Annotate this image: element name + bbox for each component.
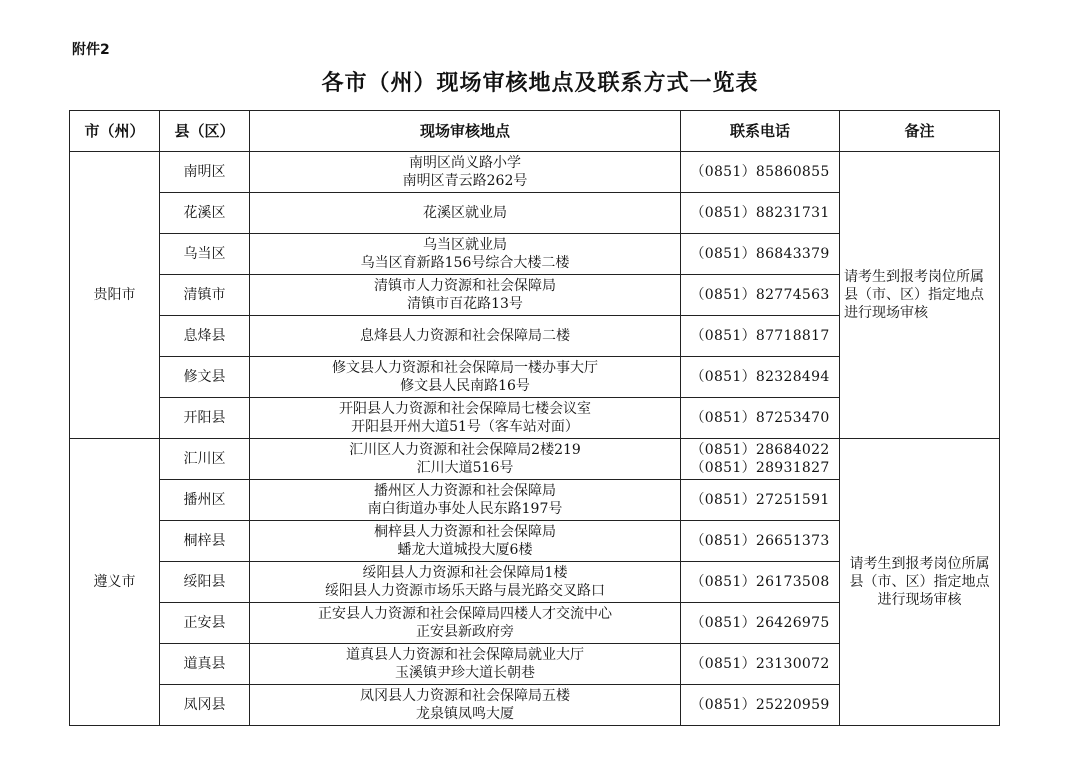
note-cell: 请考生到报考岗位所属县（市、区）指定地点进行现场审核 [840, 439, 1000, 726]
phone-number: （0851）87718817 [690, 328, 830, 344]
header-county: 县（区） [160, 111, 250, 152]
phone-cell [681, 562, 840, 603]
county-cell: 乌当区 [160, 234, 250, 275]
county-cell: 绥阳县 [160, 562, 250, 603]
phone-cell [681, 357, 840, 398]
phone-cell [681, 439, 840, 480]
page-title: 各市（州）现场审核地点及联系方式一览表 [321, 71, 759, 96]
county-cell: 道真县 [160, 644, 250, 685]
location-table [69, 110, 1000, 726]
county-cell: 凤冈县 [160, 685, 250, 726]
phone-cell [681, 193, 840, 234]
phone-number: （0851）82328494 [690, 369, 830, 385]
header-row [70, 111, 1000, 152]
location-line: 播州区人力资源和社会保障局 [374, 483, 556, 499]
header-note: 备注 [840, 111, 1000, 152]
phone-number: （0851）28931827 [690, 460, 830, 476]
location-line: 修文县人民南路16号 [400, 378, 530, 394]
location-line: 修文县人力资源和社会保障局一楼办事大厅 [332, 360, 598, 376]
location-line: 正安县新政府旁 [416, 624, 514, 640]
header-city: 市（州） [70, 111, 160, 152]
location-line: 凤冈县人力资源和社会保障局五楼 [360, 688, 570, 704]
location-cell [250, 193, 681, 234]
location-cell [250, 644, 681, 685]
phone-number: （0851）27251591 [690, 492, 830, 508]
table-row [70, 439, 1000, 480]
phone-number: （0851）23130072 [690, 656, 830, 672]
phone-number: （0851）85860855 [690, 164, 830, 180]
county-cell: 播州区 [160, 480, 250, 521]
county-cell: 南明区 [160, 152, 250, 193]
phone-cell [681, 521, 840, 562]
county-cell: 修文县 [160, 357, 250, 398]
table-body [70, 152, 1000, 726]
location-line: 乌当区就业局 [423, 237, 507, 253]
phone-number: （0851）88231731 [690, 205, 830, 221]
location-cell [250, 439, 681, 480]
phone-number: （0851）87253470 [690, 410, 830, 426]
location-cell [250, 685, 681, 726]
phone-cell [681, 480, 840, 521]
location-line: 正安县人力资源和社会保障局四楼人才交流中心 [318, 606, 612, 622]
location-line: 汇川区人力资源和社会保障局2楼219 [349, 442, 581, 458]
location-line: 清镇市百花路13号 [407, 296, 523, 312]
table-row [70, 152, 1000, 193]
phone-number: （0851）26426975 [690, 615, 830, 631]
location-cell [250, 562, 681, 603]
location-cell [250, 357, 681, 398]
location-line: 清镇市人力资源和社会保障局 [374, 278, 556, 294]
city-cell: 贵阳市 [70, 152, 160, 439]
attachment-label: 附件2 [72, 42, 110, 58]
phone-cell [681, 234, 840, 275]
location-cell [250, 152, 681, 193]
county-cell: 清镇市 [160, 275, 250, 316]
location-cell [250, 234, 681, 275]
location-line: 南明区尚义路小学 [409, 155, 521, 171]
location-line: 绥阳县人力资源市场乐天路与晨光路交叉路口 [325, 583, 605, 599]
phone-cell [681, 398, 840, 439]
header-phone: 联系电话 [681, 111, 840, 152]
phone-number: （0851）25220959 [690, 697, 830, 713]
location-line: 绥阳县人力资源和社会保障局1楼 [362, 565, 568, 581]
header-location: 现场审核地点 [250, 111, 681, 152]
phone-cell [681, 152, 840, 193]
location-line: 开阳县人力资源和社会保障局七楼会议室 [339, 401, 591, 417]
county-cell: 花溪区 [160, 193, 250, 234]
phone-cell [681, 603, 840, 644]
county-cell: 正安县 [160, 603, 250, 644]
location-cell [250, 521, 681, 562]
phone-number: （0851）86843379 [690, 246, 830, 262]
phone-number: （0851）82774563 [690, 287, 830, 303]
city-cell: 遵义市 [70, 439, 160, 726]
phone-cell [681, 316, 840, 357]
county-cell: 汇川区 [160, 439, 250, 480]
phone-number: （0851）26651373 [690, 533, 830, 549]
location-cell [250, 316, 681, 357]
phone-number: （0851）26173508 [690, 574, 830, 590]
location-line: 汇川大道516号 [416, 460, 514, 476]
county-cell: 息烽县 [160, 316, 250, 357]
phone-cell [681, 275, 840, 316]
location-cell [250, 480, 681, 521]
location-line: 息烽县人力资源和社会保障局二楼 [360, 328, 570, 344]
location-line: 开阳县开州大道51号（客车站对面） [351, 419, 579, 435]
location-line: 南白街道办事处人民东路197号 [367, 501, 563, 517]
county-cell: 桐梓县 [160, 521, 250, 562]
county-cell: 开阳县 [160, 398, 250, 439]
location-cell [250, 398, 681, 439]
phone-cell [681, 644, 840, 685]
phone-cell [681, 685, 840, 726]
location-line: 蟠龙大道城投大厦6楼 [397, 542, 533, 558]
location-line: 道真县人力资源和社会保障局就业大厅 [346, 647, 584, 663]
location-line: 玉溪镇尹珍大道长朝巷 [395, 665, 535, 681]
location-line: 乌当区育新路156号综合大楼二楼 [360, 255, 570, 271]
location-line: 南明区青云路262号 [402, 173, 528, 189]
location-cell [250, 603, 681, 644]
location-cell [250, 275, 681, 316]
location-line: 桐梓县人力资源和社会保障局 [374, 524, 556, 540]
location-line: 花溪区就业局 [423, 205, 507, 221]
location-line: 龙泉镇凤鸣大厦 [416, 706, 514, 722]
note-cell: 请考生到报考岗位所属县（市、区）指定地点进行现场审核 [840, 152, 1000, 439]
phone-number: （0851）28684022 [690, 442, 830, 458]
